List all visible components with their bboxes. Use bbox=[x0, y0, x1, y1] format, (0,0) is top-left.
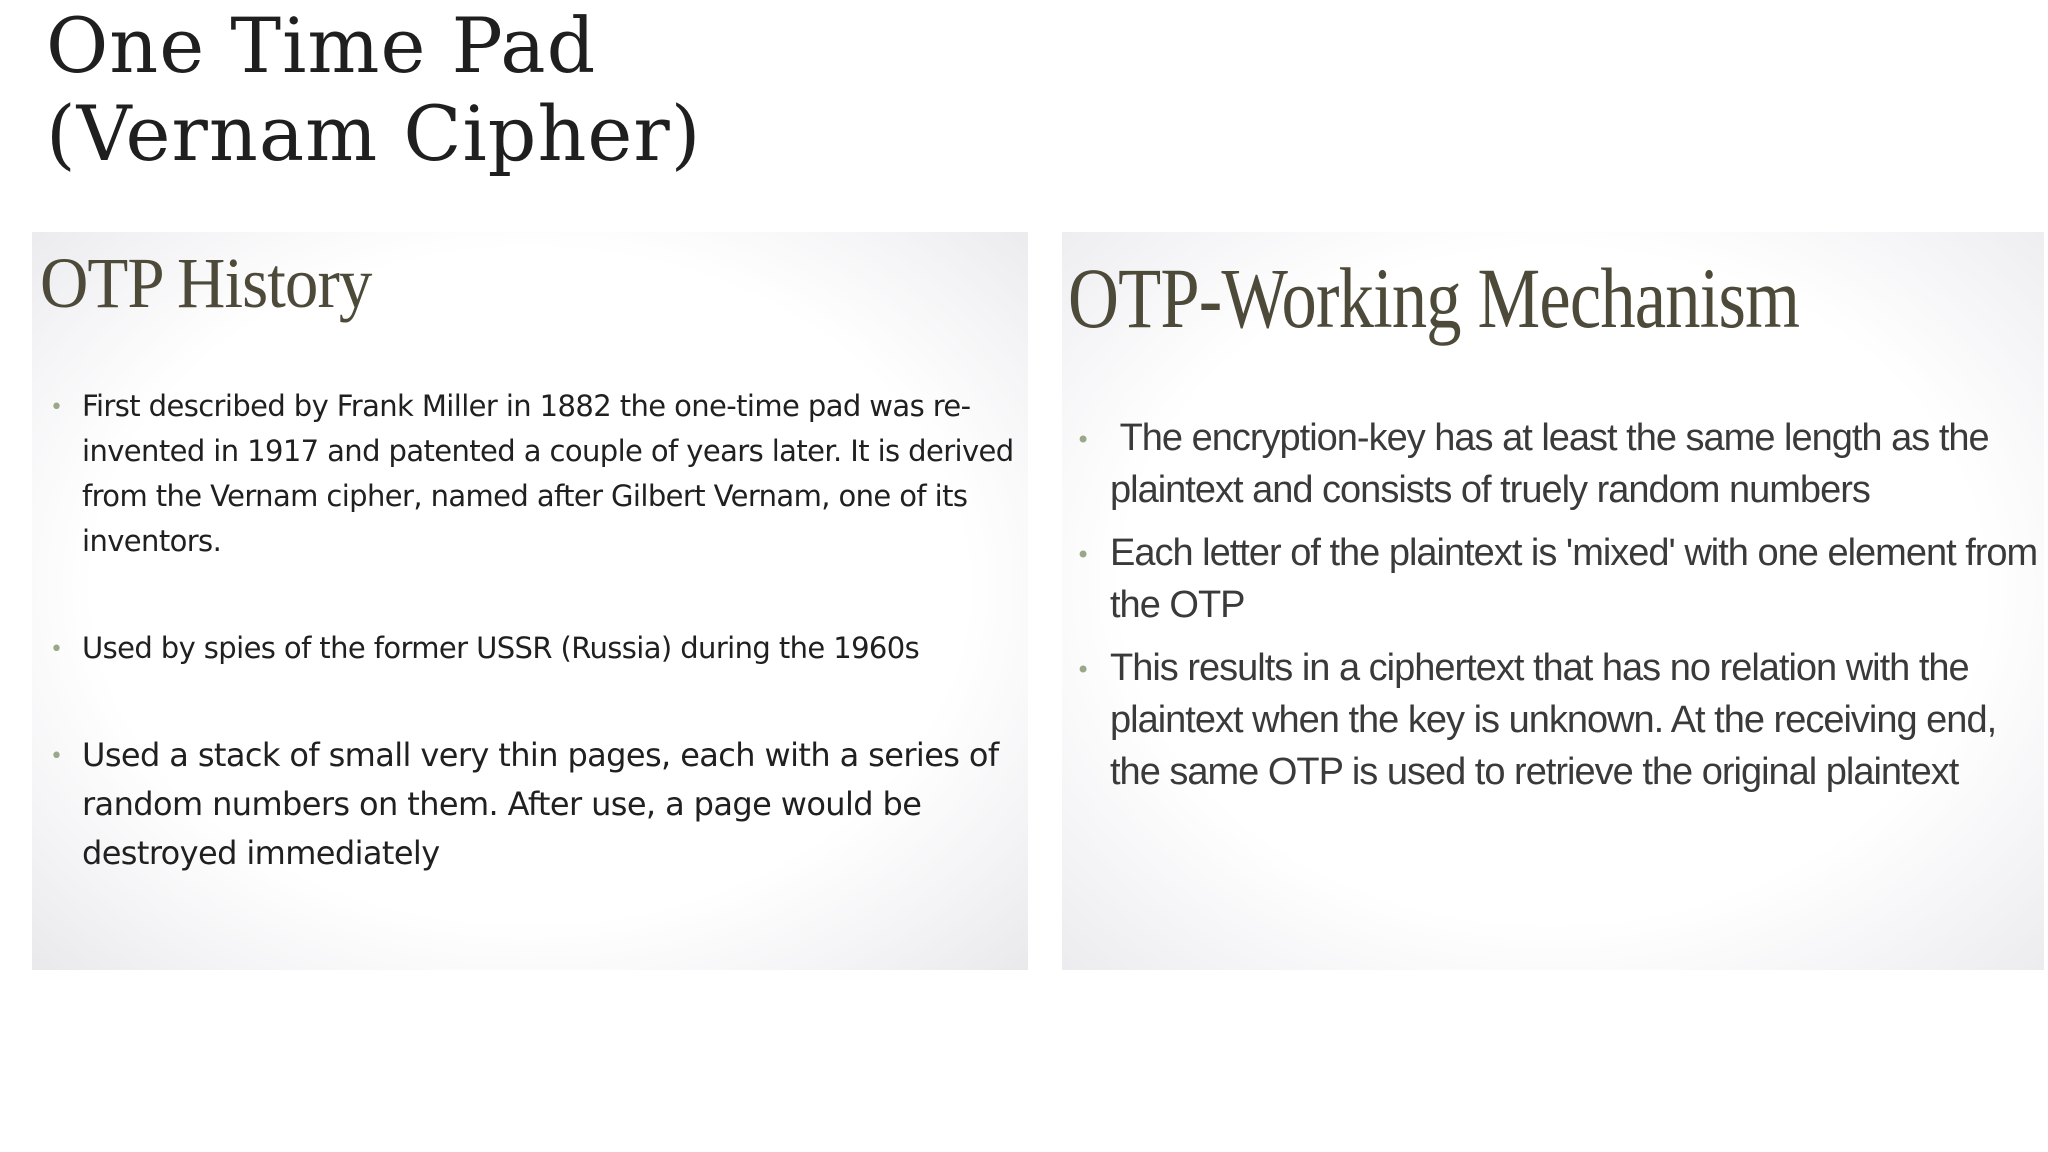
mechanism-bullet-item bbox=[1076, 642, 2038, 798]
history-bullet-text: Used by spies of the former USSR (Russia) during the 1960s bbox=[82, 631, 920, 665]
history-bullet-item bbox=[50, 384, 1020, 564]
mechanism-bullet-item bbox=[1076, 527, 2038, 631]
history-bullet-item bbox=[50, 731, 1020, 878]
otp-history-bullet-list bbox=[50, 384, 1020, 878]
bullet-dot-icon: • bbox=[1076, 541, 1090, 569]
history-bullet-item bbox=[50, 626, 1020, 671]
otp-history-heading: OTP History bbox=[40, 243, 372, 323]
mechanism-bullet-text: The encryption-key has at least the same length as the plaintext and consists of truely random numbers bbox=[1110, 417, 1999, 511]
mechanism-bullet-text: This results in a ciphertext that has no relation with the plaintext when the key is unknown. At the receiving end, the same OTP is used to retrieve the original plaintext bbox=[1110, 647, 1997, 793]
bullet-dot-icon: • bbox=[50, 637, 63, 662]
history-bullet-text: First described by Frank Miller in 1882 the one-time pad was re-invented in 1917 and patented a couple of years later. It is derived from the Vernam cipher, named after Gilbert Vernam, one of its inventors. bbox=[82, 389, 1014, 558]
bullet-dot-icon: • bbox=[1076, 426, 1090, 454]
otp-mechanism-heading: OTP-Working Mechanism bbox=[1068, 250, 1800, 346]
bullet-dot-icon: • bbox=[50, 744, 63, 769]
bullet-dot-icon: • bbox=[50, 395, 63, 420]
mechanism-bullet-text: Each letter of the plaintext is 'mixed' with one element from the OTP bbox=[1110, 532, 2038, 626]
main-title-line-1: One Time Pad bbox=[46, 1, 597, 90]
otp-history-slide bbox=[32, 232, 1028, 970]
otp-mechanism-slide bbox=[1062, 232, 2044, 970]
history-bullet-text: Used a stack of small very thin pages, each with a series of random numbers on them. After use, a page would be destroyed immediately bbox=[82, 736, 999, 872]
main-title-line-2: (Vernam Cipher) bbox=[46, 89, 702, 178]
otp-mechanism-bullet-list bbox=[1076, 412, 2038, 809]
main-title bbox=[46, 2, 701, 178]
mechanism-bullet-item bbox=[1076, 412, 2038, 516]
bullet-dot-icon: • bbox=[1076, 656, 1090, 684]
